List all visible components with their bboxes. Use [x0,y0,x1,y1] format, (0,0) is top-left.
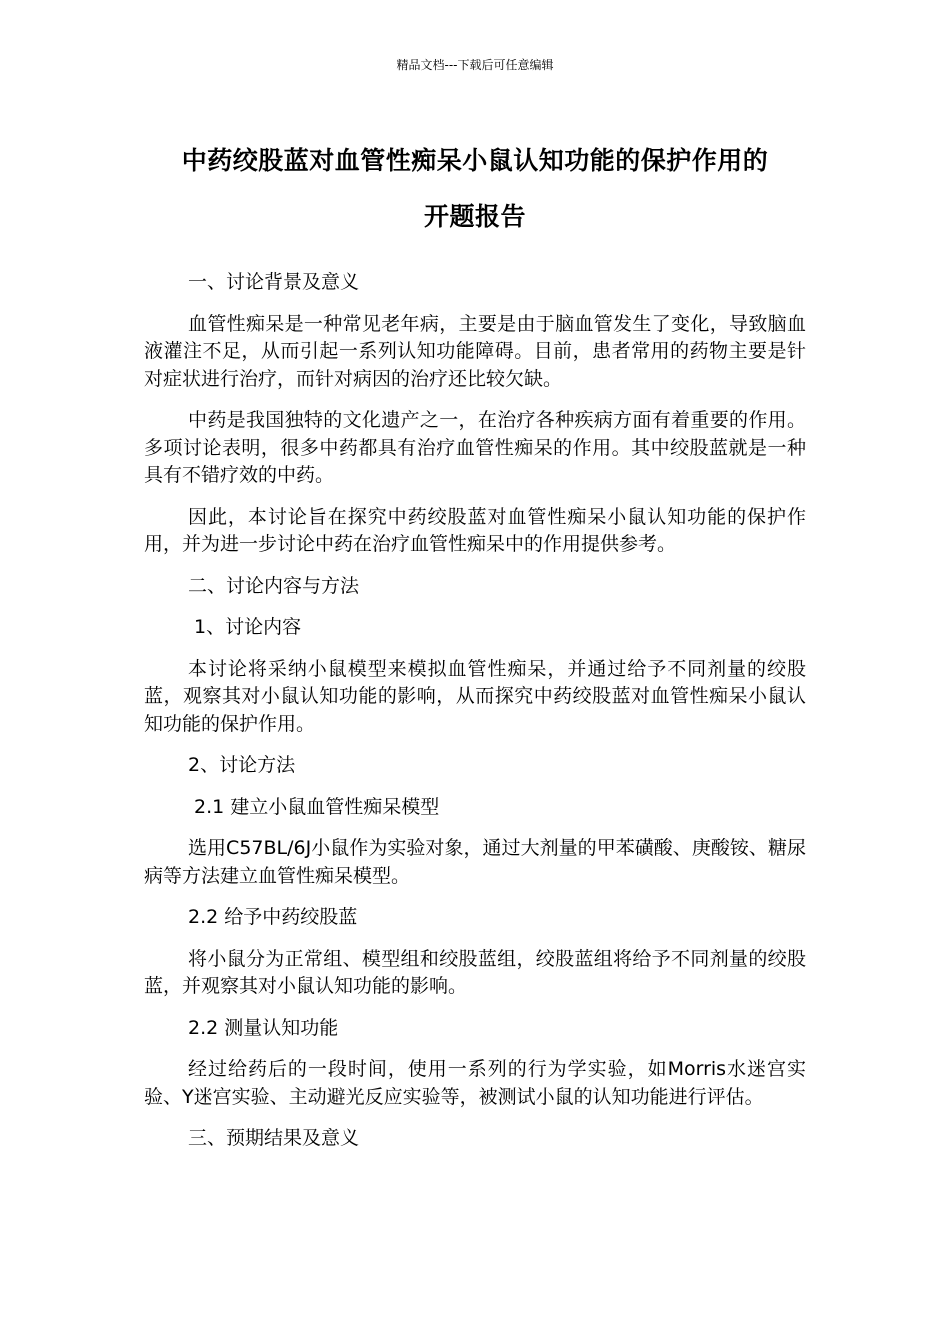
subsection-heading-measurement: 2.2 测量认知功能 [188,1016,339,1039]
title-line-2: 开题报告 [423,202,526,231]
section-heading-content-methods: 二、讨论内容与方法 [188,574,360,597]
subsection-heading-model: 2.1 建立小鼠血管性痴呆模型 [194,795,440,818]
subsection-heading-content: 1、讨论内容 [194,616,302,638]
paragraph: 本讨论将采纳小鼠模型来模拟血管性痴呆，并通过给予不同剂量的绞股蓝，观察其对小鼠认知功能的影响，从而探究中药绞股蓝对血管性痴呆小鼠认知功能的保护作用。 [144,657,806,735]
document-body [144,269,806,1167]
document-title [140,133,810,245]
paragraph: 因此，本讨论旨在探究中药绞股蓝对血管性痴呆小鼠认知功能的保护作用，并为进一步讨论中药在治疗血管性痴呆中的作用提供参考。 [144,505,806,555]
paragraph: 中药是我国独特的文化遗产之一，在治疗各种疾病方面有着重要的作用。多项讨论表明，很多中药都具有治疗血管性痴呆的作用。其中绞股蓝就是一种具有不错疗效的中药。 [144,409,806,486]
title-line-1: 中药绞股蓝对血管性痴呆小鼠认知功能的保护作用的 [181,146,769,175]
section-heading-background: 一、讨论背景及意义 [188,271,360,293]
paragraph: 将小鼠分为正常组、模型组和绞股蓝组，绞股蓝组将给予不同剂量的绞股蓝，并观察其对小鼠认知功能的影响。 [144,947,806,997]
section-heading-expected-results: 三、预期结果及意义 [188,1127,360,1149]
page-header: 精品文档---下载后可任意编辑 [396,58,554,72]
paragraph: 选用C57BL/6J小鼠作为实验对象，通过大剂量的甲苯磺酸、庚酸铵、糖尿病等方法建立血管性痴呆模型。 [144,837,806,887]
subsection-heading-dosing: 2.2 给予中药绞股蓝 [188,906,358,928]
paragraph: 经过给药后的一段时间，使用一系列的行为学实验，如Morris水迷宫实验、Y迷宫实验、主动避光反应实验等，被测试小鼠的认知功能进行评估。 [144,1058,806,1108]
subsection-heading-methods: 2、讨论方法 [188,754,296,776]
paragraph: 血管性痴呆是一种常见老年病，主要是由于脑血管发生了变化，导致脑血液灌注不足，从而引起一系列认知功能障碍。目前，患者常用的药物主要是针对症状进行治疗，而针对病因的治疗还比较欠缺。 [144,312,806,390]
